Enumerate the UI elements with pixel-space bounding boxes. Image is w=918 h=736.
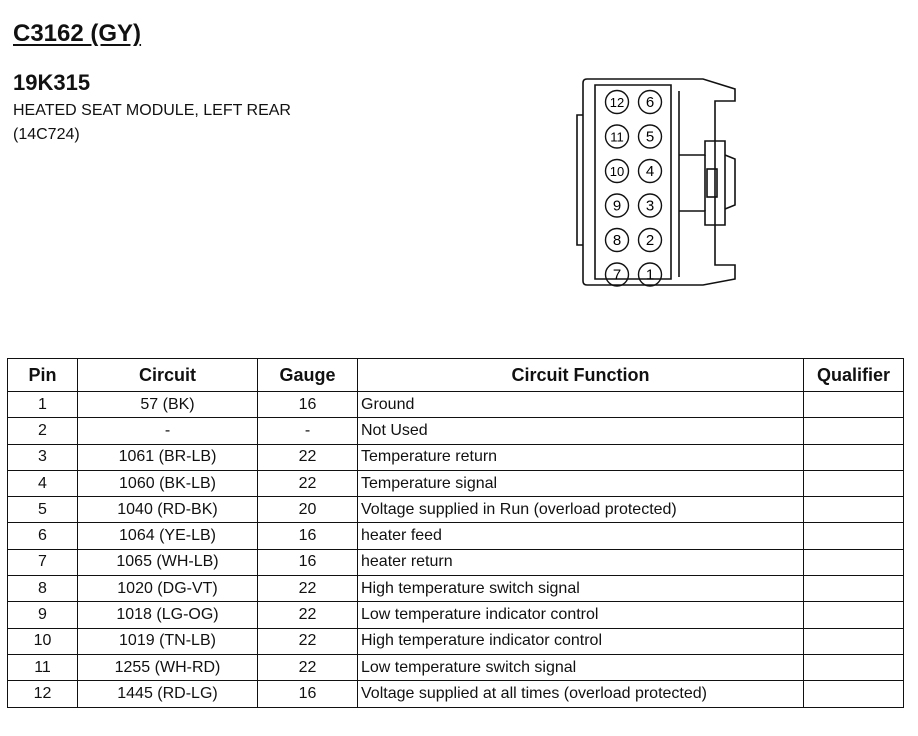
pin-cell: 3 [8,444,78,470]
connector-pin-3 [639,194,662,217]
part-number: 19K315 [13,70,91,95]
circuit-cell: 1018 (LG-OG) [78,602,258,628]
connector-pin-5 [639,125,662,148]
connector-pin-12 [606,91,629,114]
table-row [8,497,904,523]
circuit-cell: 1019 (TN-LB) [78,628,258,654]
connector-pin-label: 11 [610,129,624,145]
table-row [8,681,904,707]
gauge-cell: 22 [258,444,358,470]
qualifier-cell [804,523,904,549]
connector-pin-label: 5 [645,128,655,146]
connector-pin-label: 1 [645,266,655,284]
circuit-function-cell: Temperature return [358,444,804,470]
connector-pin-7 [606,263,629,286]
pin-cell: 7 [8,549,78,575]
gauge-cell: 22 [258,602,358,628]
table-row [8,628,904,654]
qualifier-cell [804,628,904,654]
connector-pin-9 [606,194,629,217]
connector-pin-8 [606,229,629,252]
circuit-function-cell: Low temperature switch signal [358,654,804,680]
table-body [8,392,904,708]
connector-title: C3162 (GY) [13,20,142,47]
qualifier-cell [804,549,904,575]
gauge-cell: 22 [258,654,358,680]
gauge-cell: 16 [258,523,358,549]
connector-pin-label: 4 [645,163,655,180]
qualifier-cell [804,497,904,523]
table-row [8,470,904,496]
header-circuit-function: Circuit Function [358,359,804,392]
table-row [8,418,904,444]
connector-pin-6 [639,91,662,114]
gauge-cell: 22 [258,628,358,654]
header-pin: Pin [8,359,78,392]
table-row [8,444,904,470]
table-row [8,654,904,680]
circuit-function-cell: heater feed [358,523,804,549]
gauge-cell: 22 [258,576,358,602]
pin-cell: 9 [8,602,78,628]
pin-cell: 12 [8,681,78,707]
table-row [8,602,904,628]
connector-pin-2 [639,229,662,252]
circuit-cell: 57 (BK) [78,392,258,418]
pin-cell: 4 [8,470,78,496]
header-gauge: Gauge [258,359,358,392]
pinout-table [7,358,904,708]
header-qualifier: Qualifier [804,359,904,392]
circuit-function-cell: Temperature signal [358,470,804,496]
connector-pin-10 [606,160,629,183]
header-circuit: Circuit [78,359,258,392]
connector-pin-4 [639,160,662,183]
connector-pin-label: 2 [645,232,655,249]
connector-pin-label: 12 [609,95,625,110]
component-description: HEATED SEAT MODULE, LEFT REAR [13,102,291,119]
pin-cell: 8 [8,576,78,602]
pin-cell: 11 [8,654,78,680]
circuit-cell: 1064 (YE-LB) [78,523,258,549]
table-row [8,392,904,418]
connector-pin-label: 8 [612,232,622,249]
gauge-cell: 16 [258,549,358,575]
circuit-function-cell: Voltage supplied in Run (overload protected) [358,497,804,523]
table-row [8,576,904,602]
qualifier-cell [804,444,904,470]
pin-cell: 1 [8,392,78,418]
circuit-cell: - [78,418,258,444]
qualifier-cell [804,470,904,496]
circuit-cell: 1040 (RD-BK) [78,497,258,523]
table-row [8,549,904,575]
table-row [8,523,904,549]
connector-pin-label: 7 [612,266,622,284]
circuit-cell: 1061 (BR-LB) [78,444,258,470]
pin-cell: 2 [8,418,78,444]
pin-cell: 5 [8,497,78,523]
circuit-function-cell: Not Used [358,418,804,444]
connector-pin-label: 10 [609,164,625,179]
gauge-cell: 16 [258,392,358,418]
connector-pin-label: 3 [645,197,655,215]
pin-cell: 10 [8,628,78,654]
circuit-function-cell: High temperature indicator control [358,628,804,654]
circuit-cell: 1020 (DG-VT) [78,576,258,602]
circuit-cell: 1065 (WH-LB) [78,549,258,575]
qualifier-cell [804,392,904,418]
gauge-cell: 20 [258,497,358,523]
qualifier-cell [804,418,904,444]
qualifier-cell [804,654,904,680]
circuit-cell: 1060 (BK-LB) [78,470,258,496]
circuit-function-cell: heater return [358,549,804,575]
table-header-row [8,359,904,392]
gauge-cell: - [258,418,358,444]
circuit-cell: 1255 (WH-RD) [78,654,258,680]
circuit-function-cell: Voltage supplied at all times (overload protected) [358,681,804,707]
circuit-function-cell: High temperature switch signal [358,576,804,602]
connector-face-diagram [575,75,745,290]
qualifier-cell [804,602,904,628]
circuit-function-cell: Ground [358,392,804,418]
gauge-cell: 22 [258,470,358,496]
gauge-cell: 16 [258,681,358,707]
qualifier-cell [804,681,904,707]
connector-pin-11 [606,125,629,148]
circuit-cell: 1445 (RD-LG) [78,681,258,707]
connector-pin-label: 6 [645,94,655,111]
connector-pin-1 [639,263,662,286]
pin-cell: 6 [8,523,78,549]
component-reference: (14C724) [13,126,80,143]
circuit-function-cell: Low temperature indicator control [358,602,804,628]
qualifier-cell [804,576,904,602]
connector-pin-label: 9 [612,197,622,215]
